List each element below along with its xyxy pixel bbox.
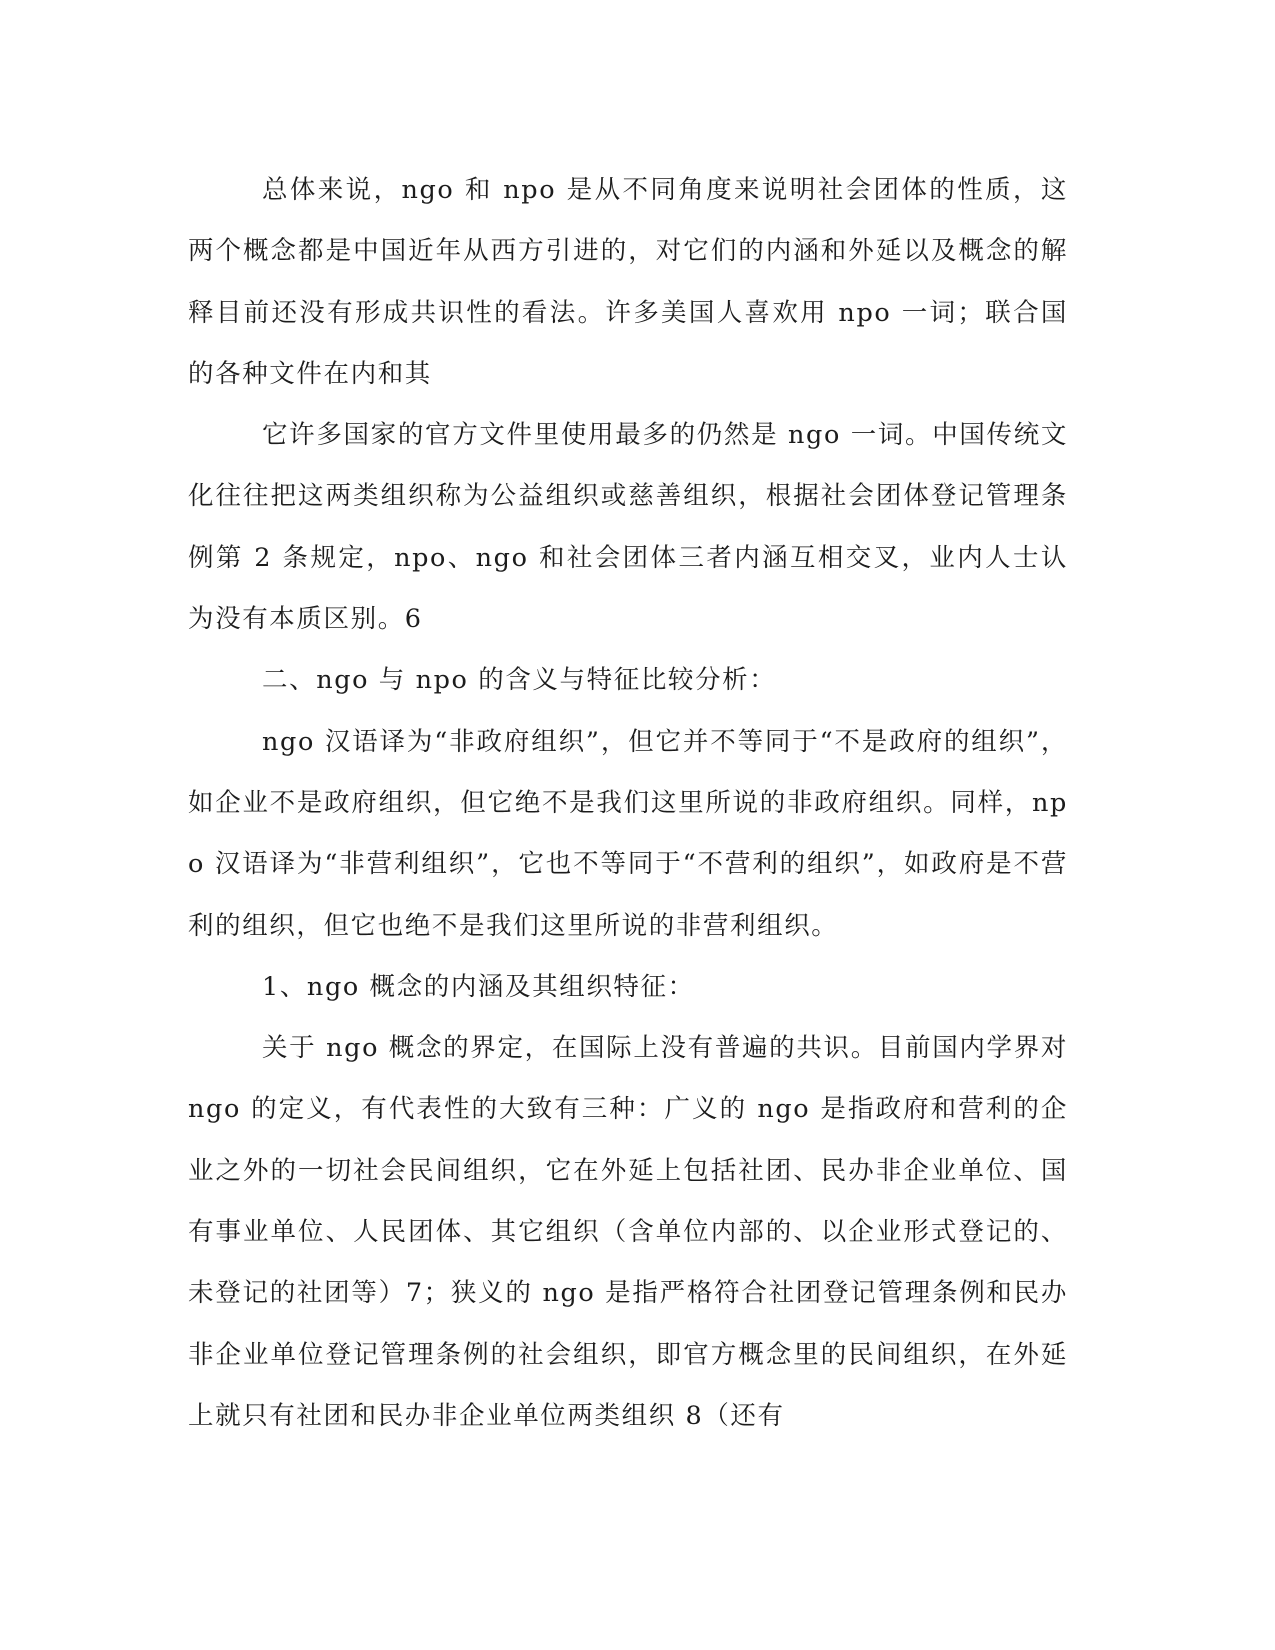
paragraph-4: 关于 ngo 概念的界定，在国际上没有普遍的共识。目前国内学界对 ngo 的定义，有代表性的大致有三种：广义的 ngo 是指政府和营利的企业之外的一切社会民间组织，它在外延上包括社团、民办非企业单位、国有事业单位、人民团体、其它组织（含单位内部的、以企业形式登记的、未登记的社团等）7；狭义的 ngo 是指严格符合社团登记管理条例和民办非企业单位登记管理条例的社会组织，即官方概念里的民间组织，在外延上就只有社团和民办非企业单位两类组织 8（还有 [188,1033,1068,1431]
paragraph-1: 总体来说，ngo 和 npo 是从不同角度来说明社会团体的性质，这两个概念都是中国近年从西方引进的，对它们的内涵和外延以及概念的解释目前还没有形成共识性的看法。许多美国人喜欢用 npo 一词；联合国的各种文件在内和其 [188,175,1068,389]
section-heading-2: 二、ngo 与 npo 的含义与特征比较分析： [262,665,777,696]
paragraph-3: ngo 汉语译为“非政府组织”，但它并不等同于“不是政府的组织”，如企业不是政府组织，但它绝不是我们这里所说的非政府组织。同样，npo 汉语译为“非营利组织”，它也不等同于“不营利的组织”，如政府是不营利的组织，但它也绝不是我们这里所说的非营利组织。 [188,726,1068,941]
document-body [188,160,1068,1447]
subsection-heading-1: 1、ngo 概念的内涵及其组织特征： [262,971,695,1002]
paragraph-2: 它许多国家的官方文件里使用最多的仍然是 ngo 一词。中国传统文化往往把这两类组织称为公益组织或慈善组织，根据社会团体登记管理条例第 2 条规定，npo、ngo 和社会团体三者内涵互相交叉，业内人士认为没有本质区别。6 [188,420,1068,635]
